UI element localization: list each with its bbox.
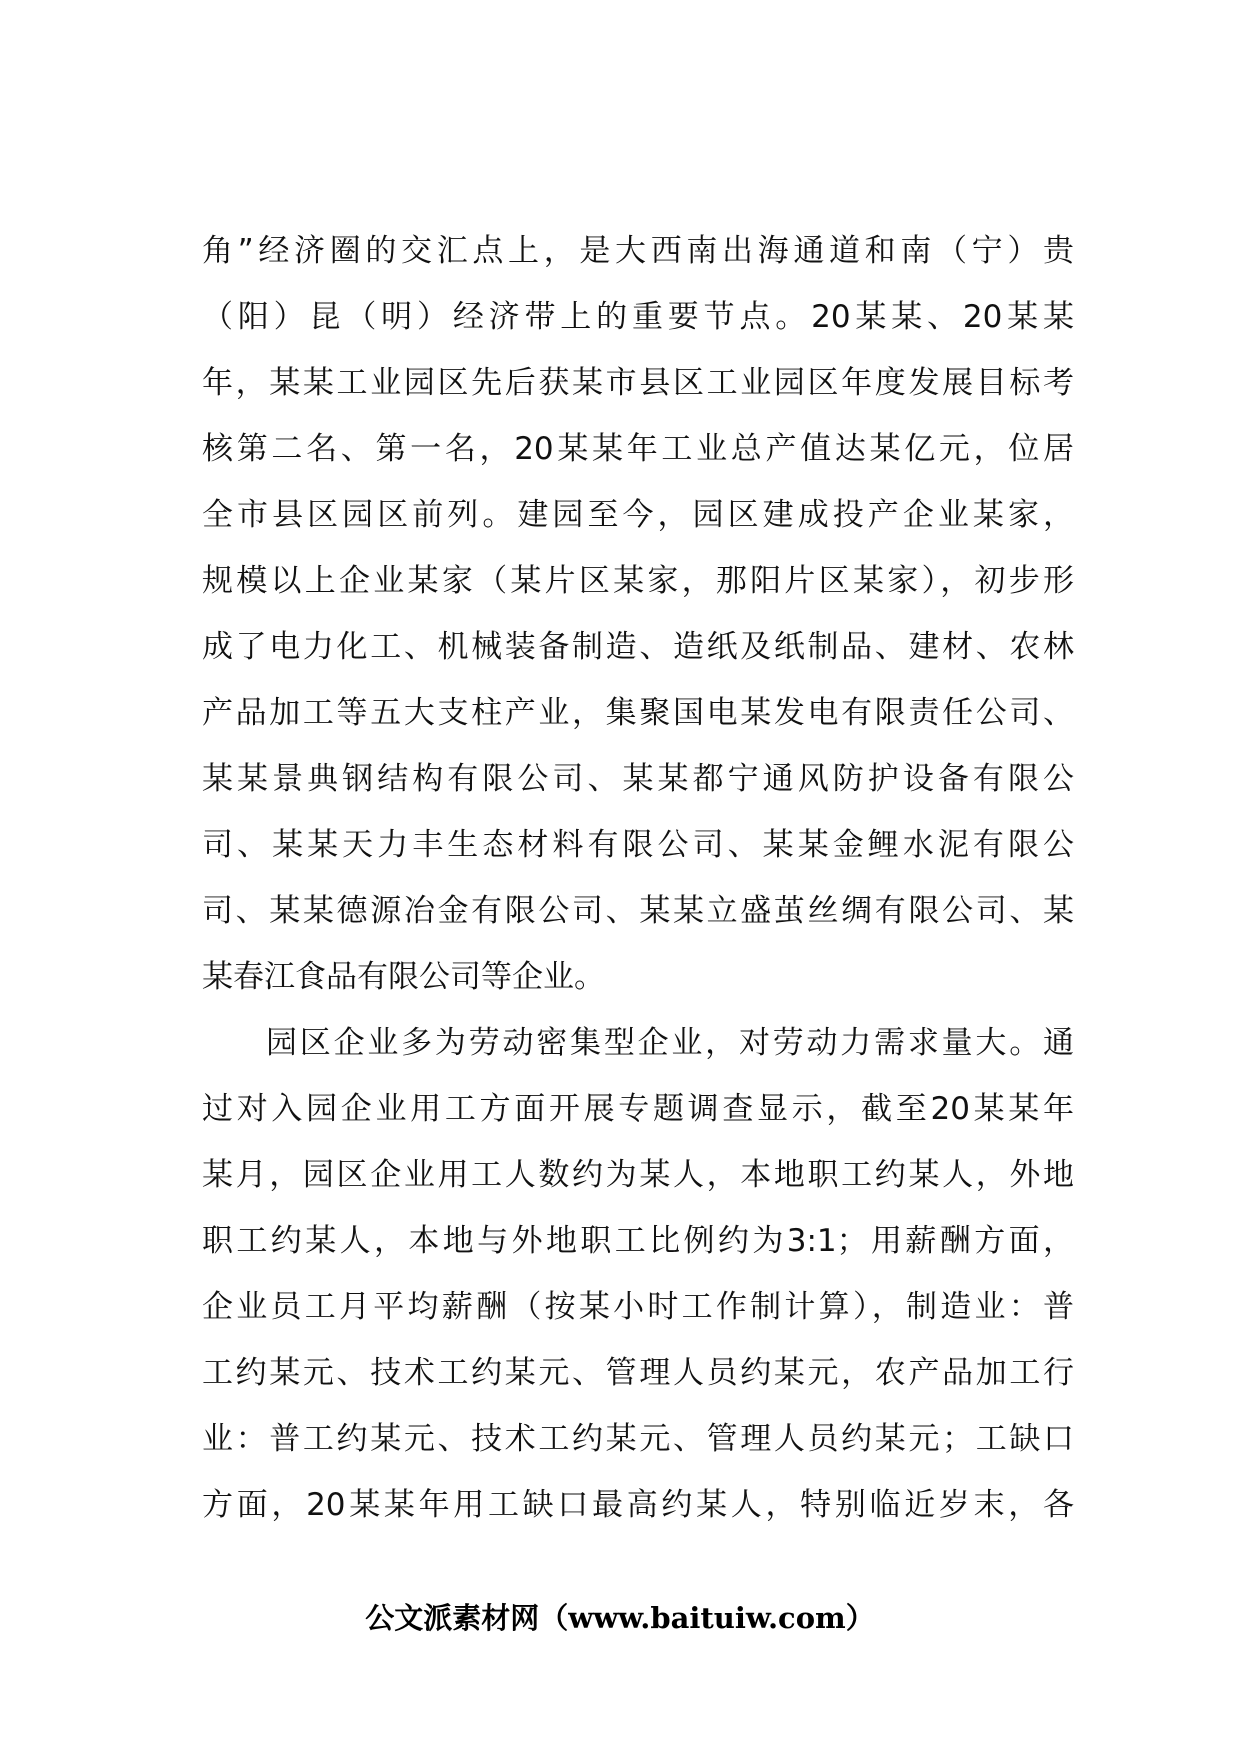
text-line: （阳）昆（明）经济带上的重要节点。20某某、20某某	[202, 299, 1074, 335]
text-line: 某某景典钢结构有限公司、某某都宁通风防护设备有限公	[202, 761, 1074, 797]
paragraph-1	[202, 218, 1074, 1010]
text-line: 产品加工等五大支柱产业，集聚国电某发电有限责任公司、	[202, 695, 1074, 731]
text-line: 全市县区园区前列。建园至今，园区建成投产企业某家，	[202, 497, 1074, 533]
text-line: 某春江食品有限公司等企业。	[202, 959, 605, 995]
text-line: 工约某元、技术工约某元、管理人员约某元，农产品加工行	[202, 1355, 1074, 1391]
text-line: 年，某某工业园区先后获某市县区工业园区年度发展目标考	[202, 365, 1074, 401]
text-line: 业：普工约某元、技术工约某元、管理人员约某元；工缺口	[202, 1421, 1074, 1457]
document-body	[202, 218, 1074, 1538]
text-line: 核第二名、第一名，20某某年工业总产值达某亿元，位居	[202, 431, 1074, 467]
text-line: 过对入园企业用工方面开展专题调查显示，截至20某某年	[202, 1091, 1074, 1127]
text-line: 职工约某人，本地与外地职工比例约为3:1；用薪酬方面，	[202, 1223, 1074, 1259]
text-line: 成了电力化工、机械装备制造、造纸及纸制品、建材、农林	[202, 629, 1074, 665]
text-line: 司、某某天力丰生态材料有限公司、某某金鲤水泥有限公	[202, 827, 1074, 863]
text-line: 某月，园区企业用工人数约为某人，本地职工约某人，外地	[202, 1157, 1074, 1193]
text-line: 企业员工月平均薪酬（按某小时工作制计算），制造业：普	[202, 1289, 1074, 1325]
text-line: 方面，20某某年用工缺口最高约某人，特别临近岁末，各	[202, 1487, 1074, 1523]
text-line: 园区企业多为劳动密集型企业，对劳动力需求量大。通	[266, 1025, 1074, 1061]
text-line: 规模以上企业某家（某片区某家，那阳片区某家），初步形	[202, 563, 1074, 599]
footer-watermark: 公文派素材网（www.baituiw.com）	[365, 1601, 875, 1635]
text-line: 司、某某德源冶金有限公司、某某立盛茧丝绸有限公司、某	[202, 893, 1074, 929]
paragraph-2	[202, 1010, 1074, 1538]
text-line: 角”经济圈的交汇点上，是大西南出海通道和南（宁）贵	[202, 233, 1074, 269]
